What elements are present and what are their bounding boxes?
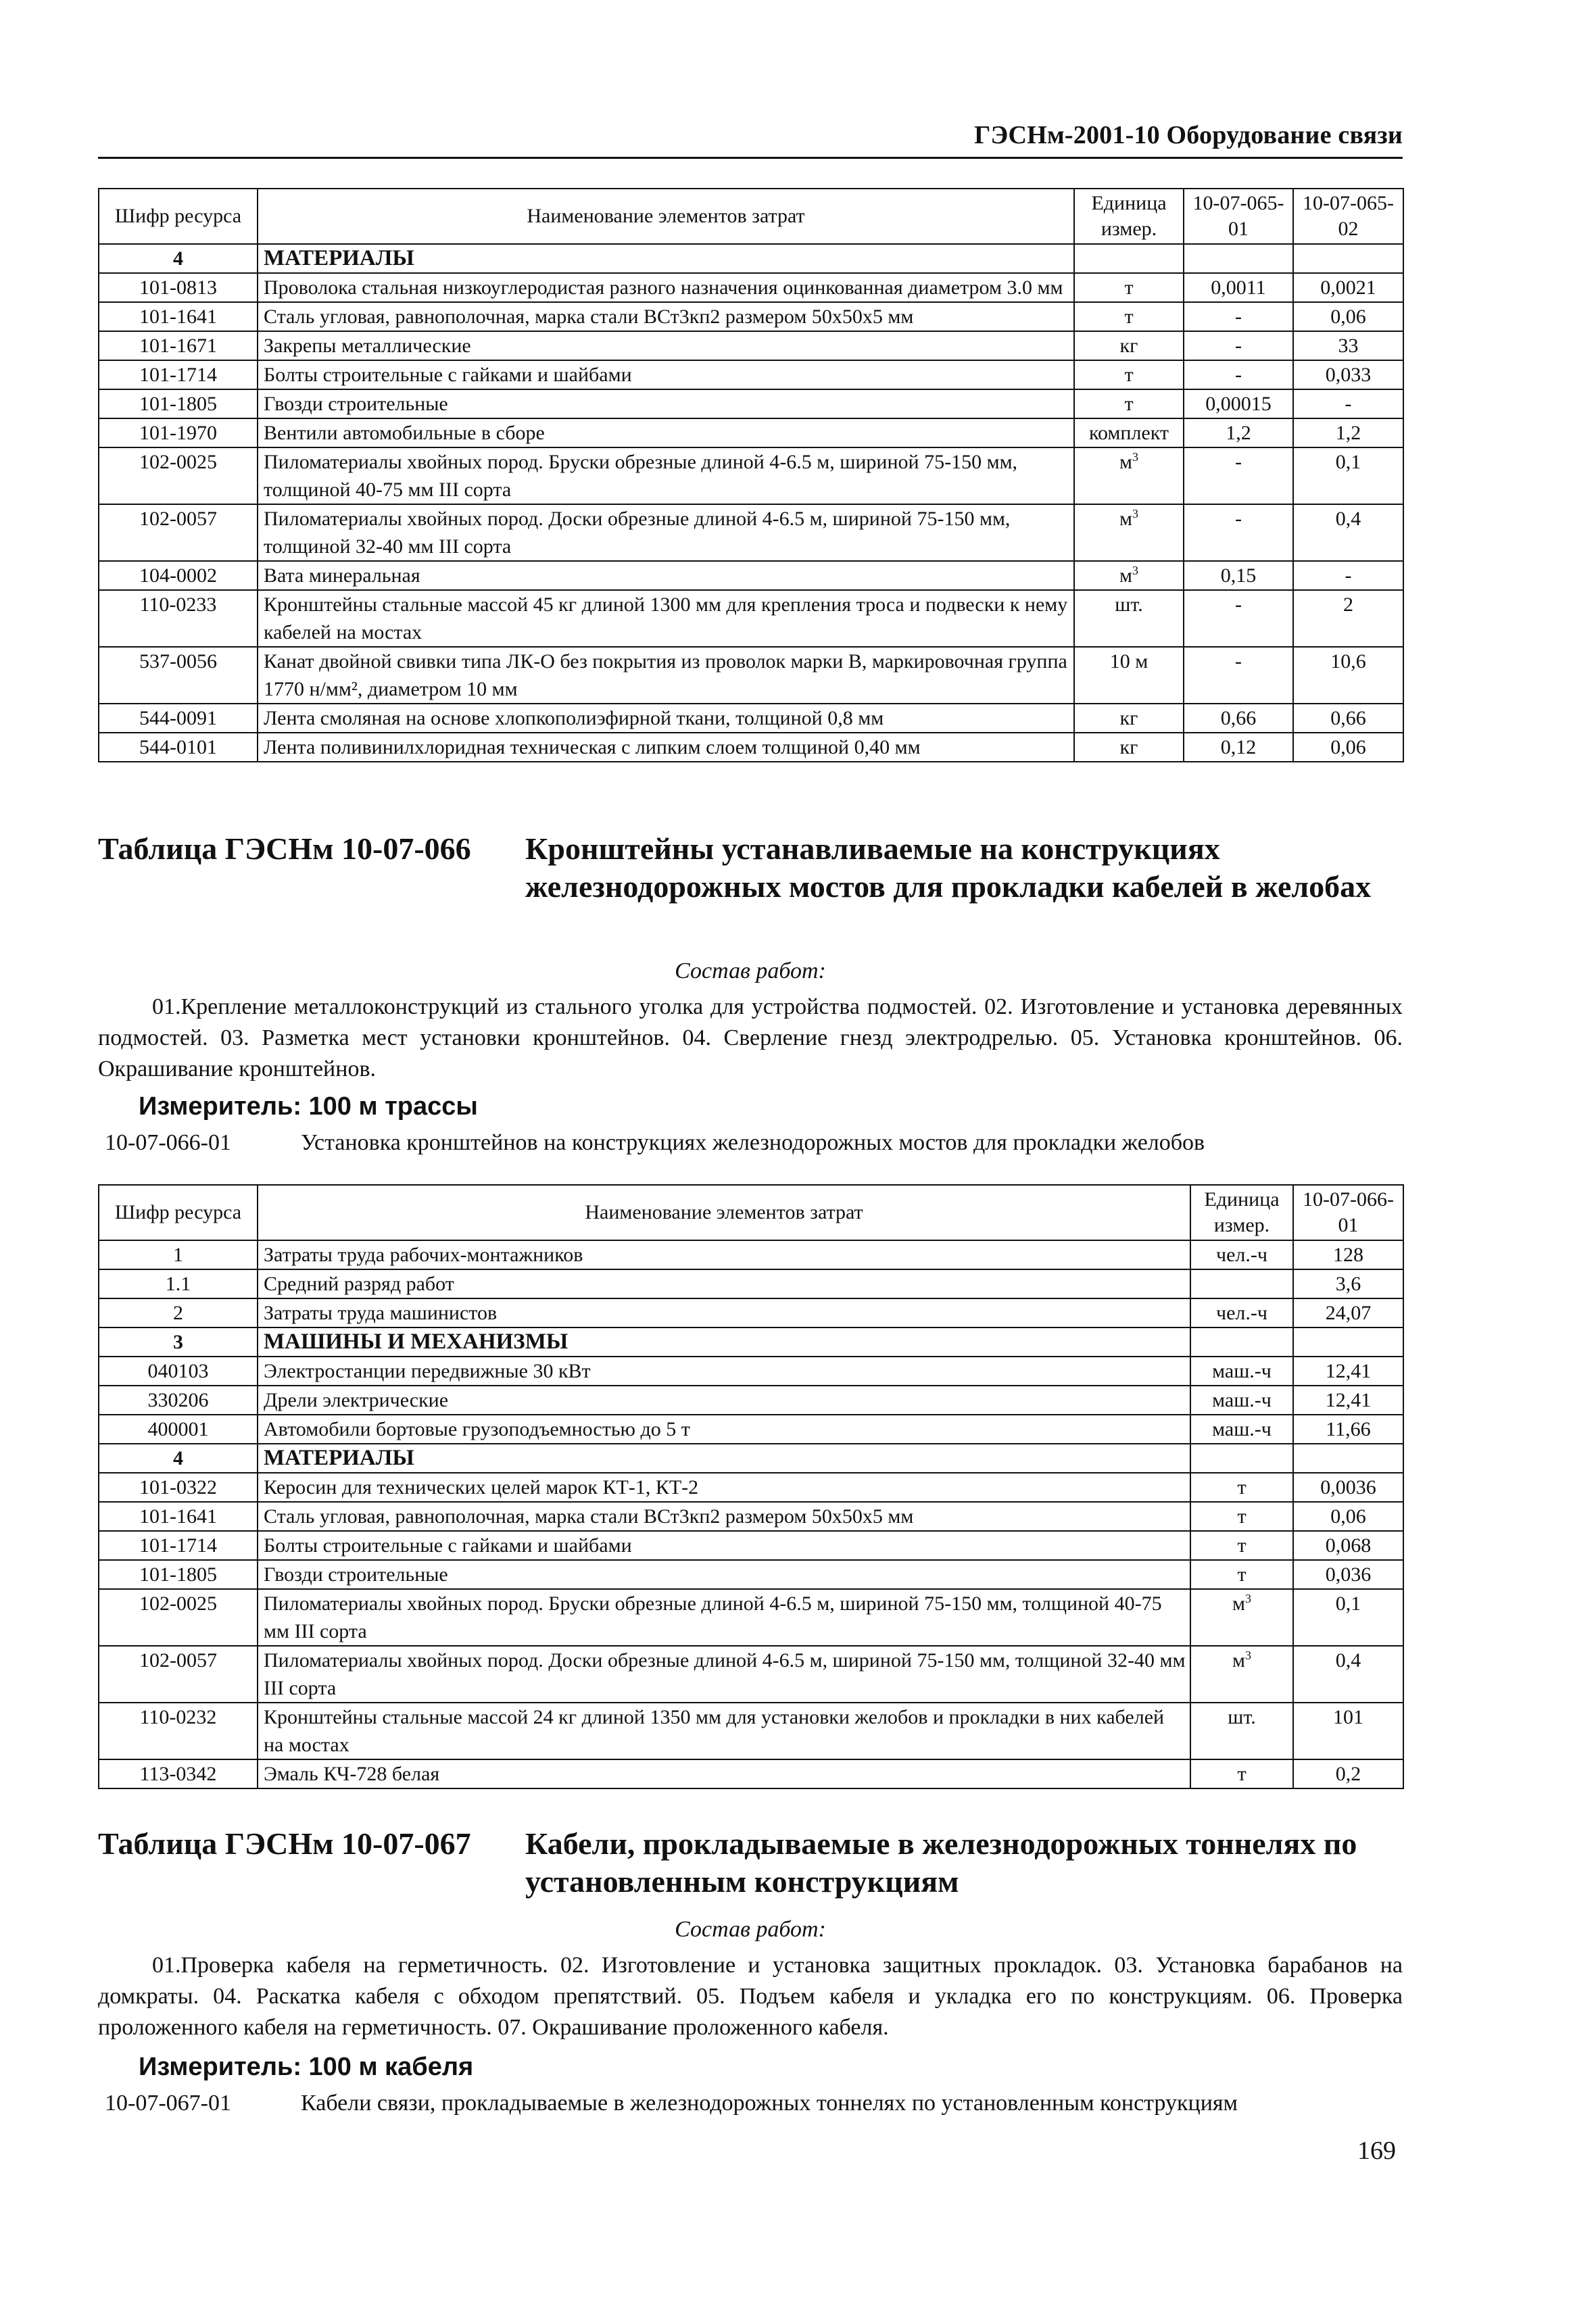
running-header: ГЭСНм-2001-10 Оборудование связи: [974, 121, 1403, 149]
norm-value-1: 0,0036: [1293, 1473, 1403, 1502]
norm-item-text: Кабели связи, прокладываемые в железнодорожных тоннелях по установленным конструкциям: [301, 2091, 1238, 2116]
section-row: [99, 244, 1403, 273]
measure-unit: Измеритель: 100 м трассы: [139, 1092, 478, 1121]
table-row: [99, 273, 1403, 302]
norm-value-1: 0,2: [1293, 1759, 1403, 1788]
unit-text: чел.-ч: [1216, 1302, 1267, 1324]
resource-name: Автомобили бортовые грузоподъемностью до 5 т: [258, 1415, 1190, 1444]
unit-text: м: [1119, 564, 1132, 587]
resource-unit: [1074, 590, 1184, 647]
table-row: [99, 1703, 1403, 1759]
resource-unit: [1074, 302, 1184, 331]
norm-value-2: 1,2: [1293, 418, 1403, 447]
resource-unit: [1190, 1473, 1293, 1502]
resource-code: 110-0233: [99, 590, 258, 647]
table-title: Кабели, прокладываемые в железнодорожных тоннелях по установленным конструкциям: [525, 1826, 1357, 1899]
table-label: Таблица ГЭСНм 10-07-066: [98, 831, 471, 866]
resource-code: 104-0002: [99, 561, 258, 590]
resource-code: 102-0025: [99, 1589, 258, 1646]
table-body: [99, 244, 1403, 762]
norm-item-line: [105, 2091, 1403, 2116]
resource-code: 101-0813: [99, 273, 258, 302]
unit-text: т: [1124, 393, 1134, 415]
norm-value-1: -: [1184, 447, 1293, 504]
norm-value-1: [1293, 1444, 1403, 1473]
resource-name: Гвозди строительные: [258, 1560, 1190, 1589]
resource-name: Пиломатериалы хвойных пород. Доски обрезные длиной 4-6.5 м, шириной 75-150 мм, толщиной 32-40 мм III сорта: [258, 1646, 1190, 1703]
resource-code: 110-0232: [99, 1703, 258, 1759]
norm-value-1: 0,068: [1293, 1531, 1403, 1560]
resource-unit: [1074, 360, 1184, 389]
table-label: Таблица ГЭСНм 10-07-067: [98, 1826, 471, 1861]
table-row: [99, 1357, 1403, 1386]
resource-unit: [1190, 1646, 1293, 1703]
norm-value-1: 0,15: [1184, 561, 1293, 590]
unit-text: шт.: [1115, 593, 1143, 616]
resource-name: Вентили автомобильные в сборе: [258, 418, 1074, 447]
norm-value-2: 33: [1293, 331, 1403, 360]
resource-name: Кронштейны стальные массой 45 кг длиной 1300 мм для крепления троса и подвески к нему кабелей на мостах: [258, 590, 1074, 647]
table-header-row: [99, 189, 1403, 244]
norm-value-1: 0,4: [1293, 1646, 1403, 1703]
resource-code: 040103: [99, 1357, 258, 1386]
unit-text: кг: [1119, 707, 1138, 729]
norm-value-1: 0,0011: [1184, 273, 1293, 302]
table-row: [99, 1759, 1403, 1788]
unit-text: т: [1237, 1505, 1247, 1528]
table-row: [99, 1386, 1403, 1415]
resource-name: Вата минеральная: [258, 561, 1074, 590]
table-row: [99, 1589, 1403, 1646]
norm-value-1: -: [1184, 360, 1293, 389]
unit-text: т: [1237, 1763, 1247, 1785]
unit-text: маш.-ч: [1212, 1389, 1272, 1411]
norm-value-1: [1293, 1327, 1403, 1357]
resource-code: 4: [99, 244, 258, 273]
table-row: [99, 447, 1403, 504]
unit-superscript: 3: [1244, 1592, 1251, 1605]
resource-code: 102-0057: [99, 1646, 258, 1703]
norm-value-2: 0,06: [1293, 302, 1403, 331]
norm-value-1: -: [1184, 331, 1293, 360]
resource-code: 101-0322: [99, 1473, 258, 1502]
resource-name: Затраты труда машинистов: [258, 1298, 1190, 1327]
resource-table-065: [98, 188, 1404, 762]
norm-value-1: 0,1: [1293, 1589, 1403, 1646]
norm-value-2: [1293, 244, 1403, 273]
col-header-name: Наименование элементов затрат: [258, 189, 1074, 244]
norm-item-line: [105, 1130, 1403, 1156]
resource-code: 101-1641: [99, 302, 258, 331]
table-row: [99, 360, 1403, 389]
table-row: [99, 647, 1403, 704]
table-row: [99, 1269, 1403, 1298]
resource-unit: [1190, 1269, 1293, 1298]
resource-name: Затраты труда рабочих-монтажников: [258, 1240, 1190, 1269]
unit-text: т: [1124, 306, 1134, 328]
norm-value-2: 0,1: [1293, 447, 1403, 504]
table-body: [99, 1240, 1403, 1788]
resource-code: 113-0342: [99, 1759, 258, 1788]
norm-value-1: 0,12: [1184, 733, 1293, 762]
table-row: [99, 504, 1403, 561]
col-header-norm-1: 10-07-066-01: [1293, 1185, 1403, 1240]
resource-unit: [1190, 1759, 1293, 1788]
resource-name: Дрели электрические: [258, 1386, 1190, 1415]
resource-name: Канат двойной свивки типа ЛК-О без покрытия из проволок марки В, маркировочная группа 1770 н/мм², диаметром 10 мм: [258, 647, 1074, 704]
norm-value-2: 0,66: [1293, 704, 1403, 733]
resource-name: Керосин для технических целей марок КТ-1, КТ-2: [258, 1473, 1190, 1502]
resource-name: Электростанции передвижные 30 кВт: [258, 1357, 1190, 1386]
table-row: [99, 302, 1403, 331]
resource-name: Средний разряд работ: [258, 1269, 1190, 1298]
resource-name: Болты строительные с гайками и шайбами: [258, 360, 1074, 389]
resource-unit: [1074, 273, 1184, 302]
unit-text: т: [1237, 1534, 1247, 1557]
resource-unit: [1190, 1298, 1293, 1327]
page-number: 169: [1357, 2137, 1396, 2165]
unit-text: шт.: [1228, 1706, 1256, 1728]
norm-item-code: 10-07-066-01: [105, 1130, 231, 1155]
unit-text: чел.-ч: [1216, 1244, 1267, 1266]
resource-name: Лента смоляная на основе хлопкополиэфирной ткани, толщиной 0,8 мм: [258, 704, 1074, 733]
resource-code: 101-1970: [99, 418, 258, 447]
resource-unit: [1074, 244, 1184, 273]
resource-code: 102-0025: [99, 447, 258, 504]
resource-unit: [1074, 561, 1184, 590]
unit-text: т: [1124, 364, 1134, 386]
norm-value-1: 0,00015: [1184, 389, 1293, 418]
table-row: [99, 733, 1403, 762]
resource-code: 101-1714: [99, 360, 258, 389]
resource-code: 101-1671: [99, 331, 258, 360]
resource-code: 3: [99, 1327, 258, 1357]
norm-value-1: 0,06: [1293, 1502, 1403, 1531]
resource-table-066: [98, 1184, 1404, 1789]
norm-value-1: 1,2: [1184, 418, 1293, 447]
resource-unit: [1190, 1240, 1293, 1269]
unit-text: т: [1237, 1563, 1247, 1586]
resource-code: 537-0056: [99, 647, 258, 704]
resource-unit: [1190, 1531, 1293, 1560]
resource-unit: [1074, 504, 1184, 561]
norm-value-1: 0,036: [1293, 1560, 1403, 1589]
table-header-row: [99, 1185, 1403, 1240]
measure-unit: Измеритель: 100 м кабеля: [139, 2053, 474, 2081]
resource-name: Сталь угловая, равнополочная, марка стали ВСт3кп2 размером 50х50х5 мм: [258, 302, 1074, 331]
unit-superscript: 3: [1132, 450, 1138, 464]
norm-value-1: -: [1184, 647, 1293, 704]
resource-code: 101-1641: [99, 1502, 258, 1531]
works-description: 01.Крепление металлоконструкций из стального уголка для устройства подмостей. 02. Изготовление и установка деревянных подмостей. 03. Разметка мест установки кронштейнов. 04. Сверление гнезд электродрелью. 05. Установка кронштейнов. 06. Окрашивание кронштейнов.: [98, 994, 1403, 1081]
unit-superscript: 3: [1244, 1649, 1251, 1662]
norm-item-code: 10-07-067-01: [105, 2091, 231, 2116]
composition-label: Состав работ:: [675, 958, 826, 983]
norm-value-1: 0,66: [1184, 704, 1293, 733]
resource-name: Кронштейны стальные массой 24 кг длиной 1350 мм для установки желобов и прокладки в них кабелей на мостах: [258, 1703, 1190, 1759]
section-row: [99, 1444, 1403, 1473]
table-row: [99, 704, 1403, 733]
resource-code: 330206: [99, 1386, 258, 1415]
resource-name: Пиломатериалы хвойных пород. Бруски обрезные длиной 4-6.5 м, шириной 75-150 мм, толщиной 40-75 мм III сорта: [258, 1589, 1190, 1646]
norm-value-1: 24,07: [1293, 1298, 1403, 1327]
unit-text: м: [1119, 508, 1132, 530]
norm-value-1: 12,41: [1293, 1357, 1403, 1386]
norm-value-1: 12,41: [1293, 1386, 1403, 1415]
resource-name: Болты строительные с гайками и шайбами: [258, 1531, 1190, 1560]
unit-text: маш.-ч: [1212, 1418, 1272, 1440]
norm-value-2: 0,4: [1293, 504, 1403, 561]
col-header-name: Наименование элементов затрат: [258, 1185, 1190, 1240]
resource-unit: [1074, 733, 1184, 762]
resource-unit: [1190, 1327, 1293, 1357]
unit-superscript: 3: [1132, 564, 1138, 577]
table-row: [99, 1646, 1403, 1703]
col-header-unit: Единица измер.: [1074, 189, 1184, 244]
col-header-norm-1: 10-07-065-01: [1184, 189, 1293, 244]
works-description: 01.Проверка кабеля на герметичность. 02. Изготовление и установка защитных прокладок. 03. Установка барабанов на домкраты. 04. Раскатка кабеля с обходом препятствий. 05. Подъем кабеля и укладка его по конструкциям. 06. Проверка проложенного кабеля на герметичность. 07. Окрашивание проложенного кабеля.: [98, 1953, 1403, 2040]
norm-value-1: -: [1184, 504, 1293, 561]
norm-value-2: 0,0021: [1293, 273, 1403, 302]
resource-unit: [1190, 1357, 1293, 1386]
norm-value-2: -: [1293, 389, 1403, 418]
norm-value-1: 101: [1293, 1703, 1403, 1759]
resource-code: 1.1: [99, 1269, 258, 1298]
col-header-unit: Единица измер.: [1190, 1185, 1293, 1240]
unit-text: м: [1119, 451, 1132, 473]
unit-text: кг: [1119, 335, 1138, 357]
resource-code: 101-1714: [99, 1531, 258, 1560]
col-header-code: Шифр ресурса: [99, 1185, 258, 1240]
resource-name: МАТЕРИАЛЫ: [258, 244, 1074, 273]
norm-item-text: Установка кронштейнов на конструкциях железнодорожных мостов для прокладки желобов: [301, 1130, 1205, 1155]
resource-unit: [1190, 1444, 1293, 1473]
resource-code: 400001: [99, 1415, 258, 1444]
table-row: [99, 331, 1403, 360]
table-row: [99, 389, 1403, 418]
resource-name: Эмаль КЧ-728 белая: [258, 1759, 1190, 1788]
resource-unit: [1190, 1502, 1293, 1531]
table-row: [99, 1531, 1403, 1560]
resource-unit: [1190, 1415, 1293, 1444]
table-row: [99, 1240, 1403, 1269]
table-heading-066: [98, 830, 1403, 945]
resource-name: Проволока стальная низкоуглеродистая разного назначения оцинкованная диаметром 3.0 мм: [258, 273, 1074, 302]
resource-code: 101-1805: [99, 1560, 258, 1589]
resource-code: 101-1805: [99, 389, 258, 418]
unit-text: комплект: [1088, 422, 1169, 444]
norm-value-2: 2: [1293, 590, 1403, 647]
resource-unit: [1074, 418, 1184, 447]
table-title: Кронштейны устанавливаемые на конструкциях железнодорожных мостов для прокладки кабелей в желобах: [525, 831, 1372, 904]
norm-value-1: 11,66: [1293, 1415, 1403, 1444]
col-header-code: Шифр ресурса: [99, 189, 258, 244]
norm-value-1: -: [1184, 590, 1293, 647]
resource-unit: [1074, 704, 1184, 733]
resource-code: 102-0057: [99, 504, 258, 561]
unit-text: маш.-ч: [1212, 1360, 1272, 1382]
unit-text: м: [1232, 1649, 1245, 1672]
table-row: [99, 1560, 1403, 1589]
resource-name: МАТЕРИАЛЫ: [258, 1444, 1190, 1473]
unit-text: т: [1124, 276, 1134, 299]
resource-name: Сталь угловая, равнополочная, марка стали ВСт3кп2 размером 50х50х5 мм: [258, 1502, 1190, 1531]
resource-name: Лента поливинилхлоридная техническая с липким слоем толщиной 0,40 мм: [258, 733, 1074, 762]
unit-text: м: [1232, 1592, 1245, 1615]
resource-code: 1: [99, 1240, 258, 1269]
section-row: [99, 1327, 1403, 1357]
unit-text: 10 м: [1109, 650, 1148, 673]
resource-unit: [1190, 1386, 1293, 1415]
table-row: [99, 1473, 1403, 1502]
resource-unit: [1190, 1560, 1293, 1589]
resource-unit: [1074, 647, 1184, 704]
resource-name: Пиломатериалы хвойных пород. Бруски обрезные длиной 4-6.5 м, шириной 75-150 мм, толщиной 40-75 мм III сорта: [258, 447, 1074, 504]
norm-value-2: -: [1293, 561, 1403, 590]
resource-name: Пиломатериалы хвойных пород. Доски обрезные длиной 4-6.5 м, шириной 75-150 мм, толщиной 32-40 мм III сорта: [258, 504, 1074, 561]
norm-value-1: [1184, 244, 1293, 273]
resource-unit: [1190, 1703, 1293, 1759]
table-row: [99, 590, 1403, 647]
table-row: [99, 418, 1403, 447]
resource-name: Закрепы металлические: [258, 331, 1074, 360]
norm-value-2: 10,6: [1293, 647, 1403, 704]
resource-name: Гвозди строительные: [258, 389, 1074, 418]
unit-text: кг: [1119, 736, 1138, 758]
resource-code: 544-0101: [99, 733, 258, 762]
norm-value-1: -: [1184, 302, 1293, 331]
resource-name: МАШИНЫ И МЕХАНИЗМЫ: [258, 1327, 1190, 1357]
norm-value-2: 0,06: [1293, 733, 1403, 762]
table-row: [99, 561, 1403, 590]
resource-code: 544-0091: [99, 704, 258, 733]
composition-label: Состав работ:: [675, 1917, 826, 1942]
table-heading-067: [98, 1825, 1403, 1906]
resource-unit: [1074, 389, 1184, 418]
col-header-norm-2: 10-07-065-02: [1293, 189, 1403, 244]
header-rule: [98, 157, 1403, 159]
resource-unit: [1074, 447, 1184, 504]
resource-code: 4: [99, 1444, 258, 1473]
norm-value-2: 0,033: [1293, 360, 1403, 389]
resource-unit: [1190, 1589, 1293, 1646]
table-row: [99, 1502, 1403, 1531]
resource-unit: [1074, 331, 1184, 360]
unit-text: т: [1237, 1476, 1247, 1498]
table-row: [99, 1415, 1403, 1444]
unit-superscript: 3: [1132, 507, 1138, 520]
resource-code: 2: [99, 1298, 258, 1327]
table-row: [99, 1298, 1403, 1327]
norm-value-1: 3,6: [1293, 1269, 1403, 1298]
norm-value-1: 128: [1293, 1240, 1403, 1269]
